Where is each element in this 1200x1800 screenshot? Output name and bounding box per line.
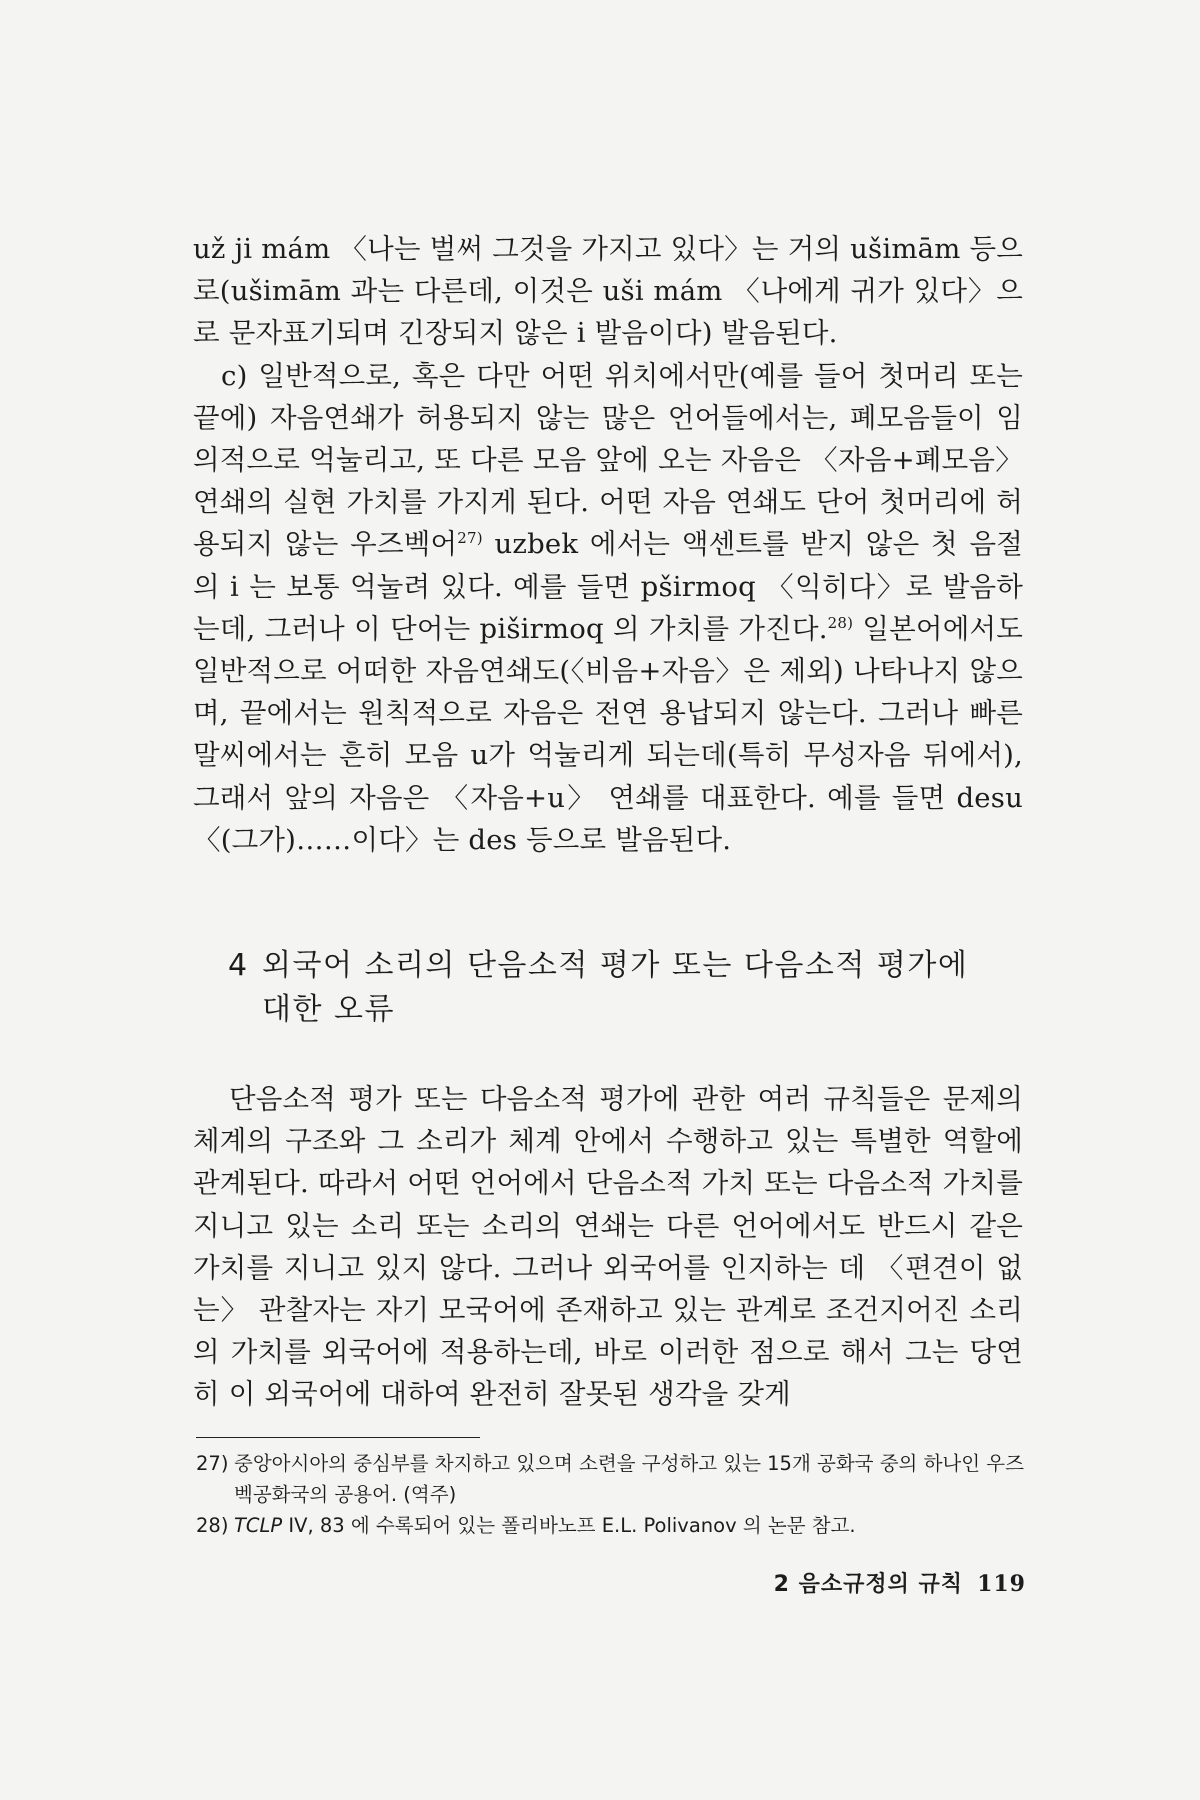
section-title-line1: 외국어 소리의 단음소적 평가 또는 다음소적 평가에 bbox=[262, 948, 969, 983]
section-heading bbox=[228, 944, 1028, 1032]
running-footer bbox=[700, 1567, 1026, 1598]
footnote-ref-28: 28) bbox=[827, 613, 854, 632]
footnote-ref-27: 27) bbox=[457, 529, 483, 548]
paragraph bbox=[193, 355, 1023, 861]
section-title-line2: 대한 오류 bbox=[262, 992, 395, 1027]
footnote-27 bbox=[196, 1448, 1026, 1510]
paragraph-text: 일본어에서도 일반적으로 어떠한 자음연쇄도(〈비음+자음〉은 제외) 나타나지 않으며, 끝에서는 원칙적으로 자음은 전연 용납되지 않는다. 그러나 빠른 말씨에서는 흔히 모음 u가 억눌리게 되는데(특히 무성자음 뒤에서), 그래서 앞의 자음은 〈자음+u〉 연쇄를 대표한다. 예를 들면 desu 〈(그가)……이다〉는 des 등으로 발음된다. bbox=[193, 612, 1023, 856]
paragraph-text: už ji mám 〈나는 벌써 그것을 가지고 있다〉는 거의 ušimām 등으로(ušimām 과는 다른데, 이것은 uši mám 〈나에게 귀가 있다〉으로 문자표기되며 긴장되지 않은 i 발음이다) 발음된다. bbox=[193, 233, 1023, 350]
paragraph-text: uzbek 에서는 액센트를 받지 않은 첫 음절의 i 는 보통 억눌려 있다. 예를 들면 pširmoq 〈익히다〉로 발음하는데, 그러나 이 단어는 piširmoq 의 가치를 가진다. bbox=[193, 528, 1023, 645]
footnote-text-rest: IV, 83 에 수록되어 있는 폴리바노프 E.L. Polivanov 의 논문 참고. bbox=[282, 1514, 856, 1537]
footnote-28 bbox=[196, 1510, 1026, 1541]
footnote-number: 28) bbox=[196, 1514, 229, 1537]
footnote-text: 중앙아시아의 중심부를 차지하고 있으며 소련을 구성하고 있는 15개 공화국 중의 하나인 우즈벡공화국의 공용어. (역주) bbox=[234, 1452, 1024, 1506]
footnote-divider bbox=[196, 1437, 480, 1438]
text-block-2 bbox=[193, 1078, 1023, 1416]
paragraph bbox=[193, 228, 1023, 355]
text-block-1 bbox=[193, 228, 1023, 861]
paragraph-text: c) 일반적으로, 혹은 다만 어떤 위치에서만(예를 들어 첫머리 또는 끝에) 자음연쇄가 허용되지 않는 많은 언어들에서는, 폐모음들이 임의적으로 억눌리고, 또 다른 모음 앞에 오는 자음은 〈자음+폐모음〉 연쇄의 실현 가치를 가지게 된다. 어떤 자음 연쇄도 단어 첫머리에 허용되지 않는 우즈벡어 bbox=[193, 359, 1023, 561]
footnote-number: 27) bbox=[196, 1452, 229, 1475]
paragraph bbox=[193, 1078, 1023, 1416]
footnote-text bbox=[234, 1510, 1026, 1541]
paragraph-text: 단음소적 평가 또는 다음소적 평가에 관한 여러 규칙들은 문제의 체계의 구조와 그 소리가 체계 안에서 수행하고 있는 특별한 역할에 관계된다. 따라서 어떤 언어에서 단음소적 가치 또는 다음소적 가치를 지니고 있는 소리 또는 소리의 연쇄는 다른 언어에서도 반드시 같은 가치를 지니고 있지 않다. 그러나 외국어를 인지하는 데 〈편견이 없는〉 관찰자는 자기 모국어에 존재하고 있는 관계로 조건지어진 소리의 가치를 외국어에 적용하는데, 바로 이러한 점으로 해서 그는 당연히 이 외국어에 대하여 완전히 잘못된 생각을 갖게 bbox=[193, 1083, 1023, 1411]
footnote-italic-title: TCLP bbox=[234, 1514, 283, 1537]
page-number: 119 bbox=[977, 1571, 1026, 1597]
footer-section-title: 2 음소규정의 규칙 bbox=[773, 1572, 964, 1597]
footnotes bbox=[196, 1448, 1026, 1541]
section-number: 4 bbox=[228, 948, 249, 983]
